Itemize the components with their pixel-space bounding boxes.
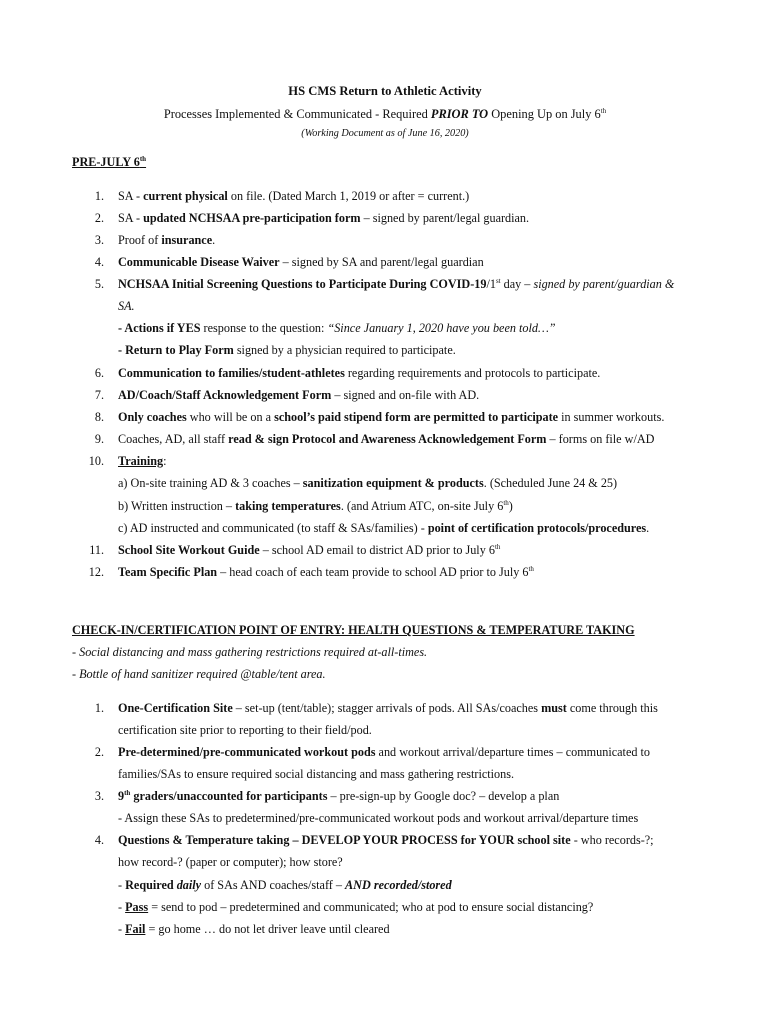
list-number: 10. xyxy=(88,454,104,468)
list-subitem xyxy=(118,922,390,937)
item-text: = send to pod – predetermined and communicated; who at pod to ensure social distancing? xyxy=(148,900,594,914)
item-bold: One-Certification Site xyxy=(118,701,233,715)
subtitle-prefix: Processes Implemented & Communicated - Required xyxy=(163,107,431,121)
list-item xyxy=(118,745,650,760)
item-bold: Pre-determined/pre-communicated workout pods xyxy=(118,745,376,759)
list-item-continuation: SA. xyxy=(118,299,135,313)
item-italic: signed by parent/guardian & xyxy=(533,277,675,291)
list-number: 2. xyxy=(94,211,104,225)
item-bold: school’s paid stipend form are permitted to participate xyxy=(274,410,559,424)
list-item xyxy=(118,701,658,716)
list-number: 3. xyxy=(94,233,104,247)
item-text: who will be on a xyxy=(186,410,275,424)
section-heading-pre-july xyxy=(72,155,146,170)
item-text: on file. (Dated March 1, 2019 or after = current.) xyxy=(227,189,470,203)
item-text: : xyxy=(163,454,167,468)
list-item xyxy=(118,189,469,204)
subtitle-emphasis: PRIOR TO xyxy=(430,107,489,121)
subtitle-sup: th xyxy=(600,106,607,115)
item-text: . xyxy=(646,521,650,535)
list-item-continuation: families/SAs to ensure required social distancing and mass gathering restrictions. xyxy=(118,767,514,781)
list-number: 8. xyxy=(94,410,104,424)
item-sup: th xyxy=(503,498,509,507)
item-text: of SAs AND coaches/staff – xyxy=(201,878,346,892)
list-number: 3. xyxy=(94,789,104,803)
list-number: 6. xyxy=(94,366,104,380)
list-item xyxy=(118,233,215,248)
list-item xyxy=(118,410,664,425)
item-sup: th xyxy=(528,564,534,573)
item-text: - xyxy=(118,878,126,892)
item-text: – pre-sign-up by Google doc? – develop a plan xyxy=(327,789,560,803)
list-item xyxy=(118,255,484,270)
section-note: - Bottle of hand sanitizer required @table/tent area. xyxy=(72,667,326,681)
list-item xyxy=(118,366,600,381)
item-sup: st xyxy=(495,276,501,285)
section-note: - Social distancing and mass gathering restrictions required at-all-times. xyxy=(72,645,428,659)
list-item-continuation: - Assign these SAs to predetermined/pre-communicated workout pods and workout arrival/departure times xyxy=(118,811,639,825)
item-text: Proof of xyxy=(118,233,162,247)
item-bold: Required xyxy=(125,878,177,892)
list-subitem xyxy=(118,521,649,536)
item-bold: Only coaches xyxy=(118,410,187,424)
item-bold: updated NCHSAA pre-participation form xyxy=(143,211,361,225)
document-subtitle xyxy=(0,107,770,122)
list-item xyxy=(118,833,654,848)
list-number: 5. xyxy=(94,277,104,291)
section-heading-sup: th xyxy=(139,154,147,163)
list-subitem xyxy=(118,900,593,915)
list-subitem xyxy=(118,499,513,514)
item-text: b) Written instruction – xyxy=(118,499,236,513)
list-subitem xyxy=(118,343,456,358)
list-number: 4. xyxy=(94,255,104,269)
item-bold-italic: AND recorded/stored xyxy=(345,878,452,892)
item-bold: Team Specific Plan xyxy=(118,565,218,579)
item-sup: th xyxy=(494,542,501,551)
item-bold: Fail xyxy=(125,922,146,936)
item-italic: “Since January 1, 2020 have you been told…” xyxy=(327,321,556,335)
item-text: day – xyxy=(500,277,534,291)
list-subitem xyxy=(118,476,617,491)
item-bold: - Actions if YES xyxy=(118,321,201,335)
item-text: ) xyxy=(508,499,513,513)
item-text: in summer workouts. xyxy=(558,410,665,424)
list-item xyxy=(118,211,529,226)
list-item xyxy=(118,454,167,469)
item-text: c) AD instructed and communicated (to staff & SAs/families) - xyxy=(118,521,428,535)
document-title: HS CMS Return to Athletic Activity xyxy=(288,84,482,98)
item-text: – head coach of each team provide to school AD prior to July 6 xyxy=(217,565,529,579)
item-bold: Questions & Temperature taking – DEVELOP YOUR PROCESS for YOUR school site xyxy=(118,833,571,847)
item-text: – school AD email to district AD prior to July 6 xyxy=(259,543,495,557)
list-item xyxy=(118,388,479,403)
item-text: = go home … do not let driver leave until cleared xyxy=(145,922,390,936)
list-item-continuation: certification site prior to reporting to their field/pod. xyxy=(118,723,372,737)
item-text: a) On-site training AD & 3 coaches – xyxy=(118,476,303,490)
list-number: 1. xyxy=(94,189,104,203)
list-number: 7. xyxy=(94,388,104,402)
list-number: 2. xyxy=(94,745,104,759)
list-subitem xyxy=(118,321,556,336)
item-text: - who records-?; xyxy=(570,833,654,847)
list-item xyxy=(118,543,500,558)
item-text: . xyxy=(212,233,216,247)
item-bold: NCHSAA Initial Screening Questions to Participate During COVID-19 xyxy=(118,277,487,291)
item-text: response to the question: xyxy=(200,321,328,335)
item-bold: Training xyxy=(118,454,164,468)
item-text: SA - xyxy=(118,211,144,225)
list-number: 12. xyxy=(88,565,104,579)
item-bold: taking temperatures xyxy=(235,499,341,513)
list-item xyxy=(118,432,654,447)
list-item-continuation: how record-? (paper or computer); how store? xyxy=(118,855,343,869)
item-text: signed by a physician required to participate. xyxy=(233,343,456,357)
subtitle-suffix: Opening Up on July 6 xyxy=(488,107,601,121)
item-text: - xyxy=(118,922,126,936)
item-bold: School Site Workout Guide xyxy=(118,543,260,557)
item-bold: must xyxy=(541,701,567,715)
item-text: – set-up (tent/table); stagger arrivals of pods. All SAs/coaches xyxy=(232,701,542,715)
list-number: 1. xyxy=(94,701,104,715)
item-bold: sanitization equipment & products xyxy=(302,476,484,490)
list-number: 11. xyxy=(89,543,104,557)
item-bold: point of certification protocols/procedures xyxy=(427,521,647,535)
item-bold: Communicable Disease Waiver xyxy=(118,255,280,269)
item-bold: - Return to Play Form xyxy=(118,343,234,357)
item-text: – forms on file w/AD xyxy=(546,432,655,446)
item-bold: read & sign Protocol and Awareness Acknowledgement Form xyxy=(228,432,547,446)
item-sup: th xyxy=(124,788,131,797)
item-text: /1 xyxy=(486,277,496,291)
item-bold-italic: daily xyxy=(176,878,202,892)
list-number: 9. xyxy=(94,432,104,446)
item-text: Coaches, AD, all staff xyxy=(118,432,229,446)
list-item xyxy=(118,277,674,292)
working-document-note: (Working Document as of June 16, 2020) xyxy=(301,128,469,139)
item-bold: Communication to families/student-athletes xyxy=(118,366,345,380)
item-text: and workout arrival/departure times – communicated to xyxy=(375,745,650,759)
list-item xyxy=(118,789,559,804)
item-text: – signed by parent/legal guardian. xyxy=(360,211,530,225)
item-bold: graders/unaccounted for participants xyxy=(130,789,328,803)
item-text: . (Scheduled June 24 & 25) xyxy=(483,476,618,490)
item-bold: insurance xyxy=(161,233,213,247)
section-heading-text: PRE-JULY 6 xyxy=(72,155,140,169)
item-text: come through this xyxy=(566,701,658,715)
item-text: – signed by SA and parent/legal guardian xyxy=(279,255,484,269)
section-heading-checkin: CHECK-IN/CERTIFICATION POINT OF ENTRY: HEALTH QUESTIONS & TEMPERATURE TAKING xyxy=(72,623,635,637)
item-text: SA - xyxy=(118,189,144,203)
item-text: regarding requirements and protocols to participate. xyxy=(344,366,601,380)
item-text: – signed and on-file with AD. xyxy=(331,388,480,402)
list-number: 4. xyxy=(94,833,104,847)
item-bold: AD/Coach/Staff Acknowledgement Form xyxy=(118,388,332,402)
list-subitem xyxy=(118,878,452,893)
list-item xyxy=(118,565,534,580)
item-text: - xyxy=(118,900,126,914)
item-bold: Pass xyxy=(125,900,149,914)
item-bold: 9 xyxy=(118,789,125,803)
item-text: . (and Atrium ATC, on-site July 6 xyxy=(340,499,504,513)
item-bold: current physical xyxy=(143,189,228,203)
